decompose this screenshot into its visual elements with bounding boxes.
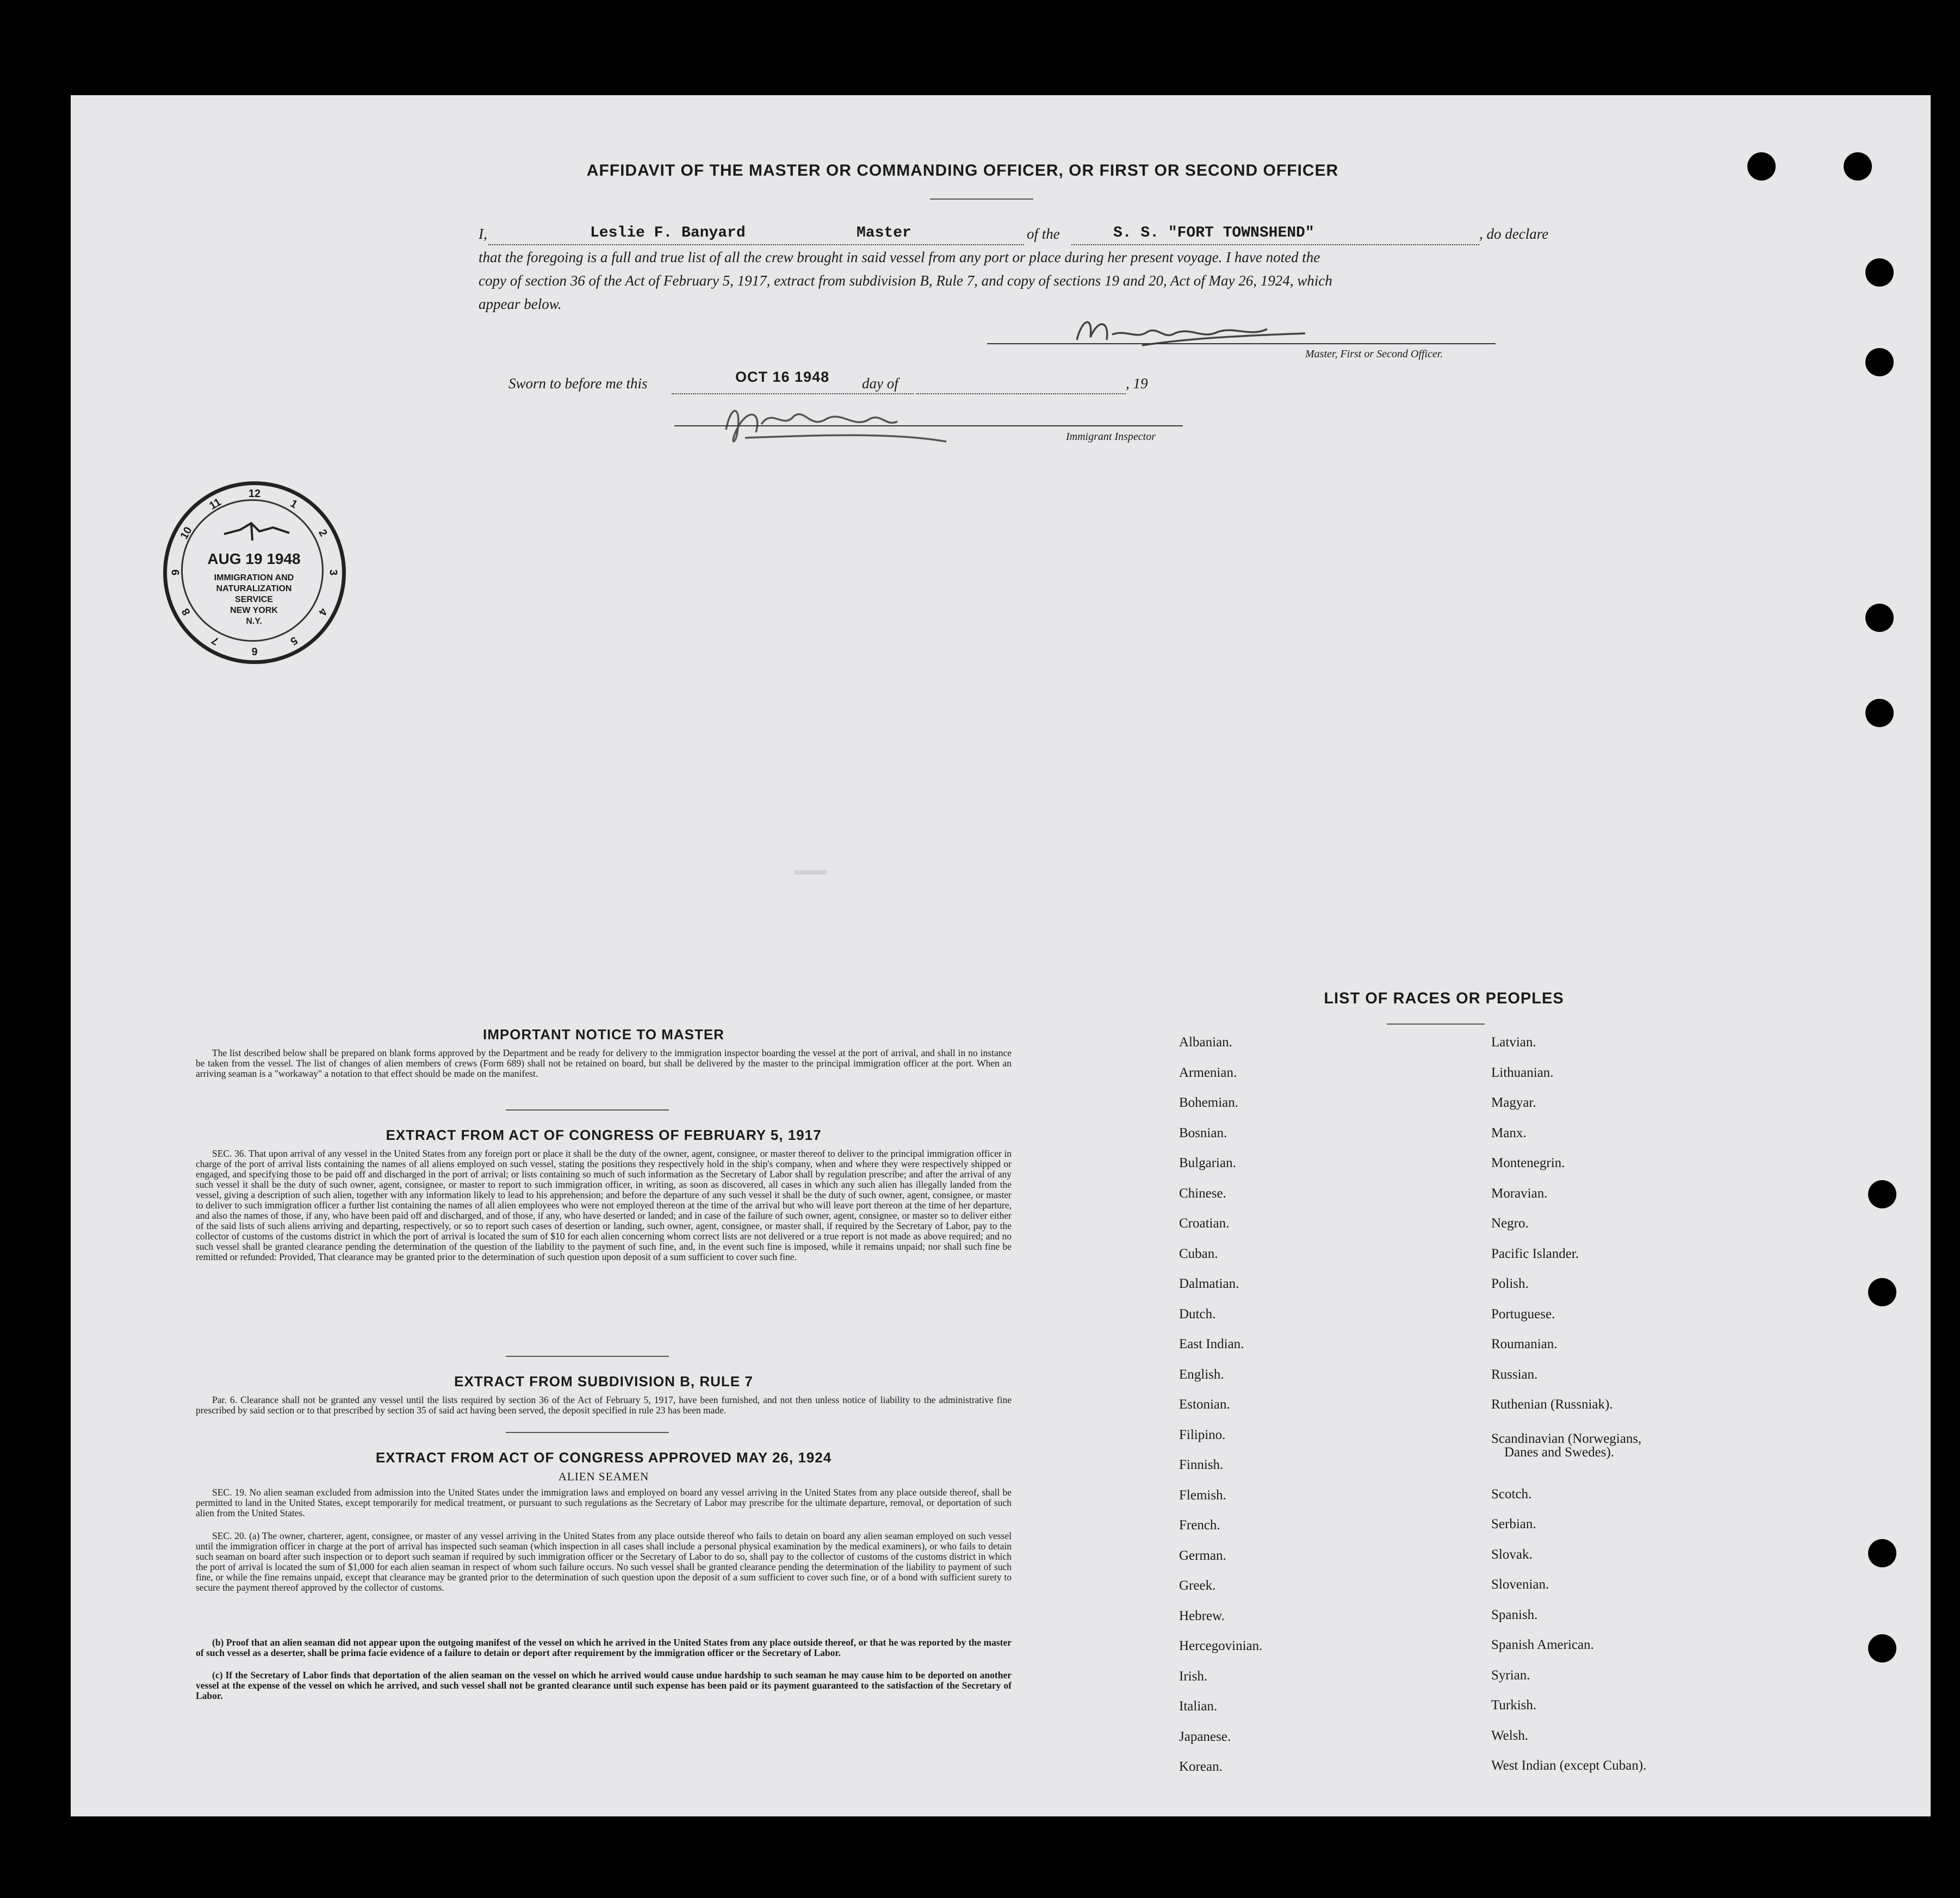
punch-hole — [1868, 1634, 1896, 1663]
punch-hole — [1865, 348, 1894, 376]
punch-hole — [1868, 1278, 1896, 1306]
rule7-text: Par. 6. Clearance shall not be granted any vessel until the lists required by section 36 of the Act of February 5, 1917, have been furnished, and not then unless notice of liability to the administrative fine prescribed by said section or to that prescribed by section 35 of said act having been served, the deposit specified in rule 23 has been made. — [196, 1394, 1012, 1416]
sworn-date-stamp: OCT 16 1948 — [735, 369, 830, 385]
stamp-emblem — [219, 518, 295, 545]
race-left-item: Dalmatian. — [1179, 1276, 1239, 1291]
race-right-item: Slovenian. — [1491, 1577, 1549, 1592]
race-right-item: Serbian. — [1491, 1517, 1536, 1531]
race-left-item: Bulgarian. — [1179, 1156, 1236, 1170]
race-right-item: Moravian. — [1491, 1186, 1548, 1201]
race-right-item: West Indian (except Cuban). — [1491, 1758, 1647, 1773]
stamp-text-5: N.Y. — [246, 617, 262, 626]
center-faint-mark — [794, 870, 827, 874]
race-right-item: Scandinavian (Norwegians, — [1491, 1431, 1642, 1446]
race-right-item: Manx. — [1491, 1125, 1527, 1140]
document-page — [71, 95, 1931, 1816]
punch-hole — [1865, 258, 1894, 287]
race-right-item: Portuguese. — [1491, 1306, 1555, 1322]
race-right-item: Welsh. — [1491, 1728, 1529, 1743]
race-right-item: Spanish. — [1491, 1607, 1538, 1622]
stamp-text-2: NATURALIZATION — [216, 584, 292, 593]
stamp-hour-label: 7 — [209, 634, 221, 647]
sec20c-text: (c) If the Secretary of Labor finds that deportation of the alien seaman on the vessel on which he arrived would cause undue hardship to such seaman he may cause him to be deported on another vessel at the expense of the vessel on which he arrived, and such vessel shall not be granted clearance until such expense has been paid or its payment guaranteed to the satisfaction of the Secretary of Labor. — [196, 1670, 1012, 1701]
stamp-hour-label: 8 — [179, 606, 194, 618]
stamp-hour-label: 4 — [315, 606, 330, 618]
stamp-date: AUG 19 1948 — [207, 550, 301, 567]
race-right-item: Ruthenian (Russniak). — [1491, 1397, 1613, 1412]
race-left-item: English. — [1179, 1367, 1224, 1382]
master-position: Master — [857, 225, 911, 241]
race-left-item: Flemish. — [1179, 1487, 1226, 1503]
race-right-item: Scotch. — [1491, 1486, 1532, 1502]
sec20a-text: SEC. 20. (a) The owner, charterer, agent, consignee, or master of any vessel arriving in the United States from any place outside thereof who fails to detain on board any alien seaman employed on such vessel until the immigration officer in charge at the port of arrival has inspected such seaman (which inspection in all cases shall include a personal physical examination by the medical examiners), or who fails to detain such seaman on board after such inspection or to deport such seaman if required by such immigration officer or the Secretary of Labor to do so, shall pay to the collector of customs of the customs district in which the port of arrival is located the sum of $1,000 for each alien seaman in respect of whom such failure occurs. No such vessel shall be granted clearance pending the determination of the liability to payment of such fine, or while the fine remains unpaid, except that clearance may be granted prior to the determination of such question upon the deposit of a sum sufficient to cover such fine, or of a bond with sufficient surety to secure the payment thereof approved by the collector of customs. — [196, 1530, 1012, 1593]
stamp-hour-label: 5 — [288, 634, 300, 647]
stamp-hour-label: 3 — [327, 569, 339, 576]
race-left-item: Estonian. — [1179, 1397, 1230, 1412]
master-name: Leslie F. Banyard — [590, 225, 746, 241]
races-title: LIST OF RACES OR PEOPLES — [1324, 990, 1564, 1007]
race-left-item: Hebrew. — [1179, 1608, 1225, 1623]
race-right-item: Danes and Swedes). — [1504, 1445, 1615, 1460]
race-left-item: Filipino. — [1179, 1427, 1226, 1442]
race-right-item: Pacific Islander. — [1491, 1246, 1579, 1261]
extract-1924-title: EXTRACT FROM ACT OF CONGRESS APPROVED MAY 26, 1924 — [375, 1449, 832, 1466]
stamp-hour-label: 1 — [288, 498, 300, 511]
race-right-item: Russian. — [1491, 1367, 1538, 1382]
master-signature — [1060, 307, 1322, 356]
punch-hole — [1865, 699, 1894, 727]
inspector-signature — [712, 392, 1017, 451]
race-right-item: Montenegrin. — [1491, 1156, 1565, 1170]
vessel-blank — [1071, 244, 1479, 245]
vessel-name: S. S. "FORT TOWNSHEND" — [1113, 225, 1314, 241]
race-left-item: Italian. — [1179, 1699, 1218, 1714]
stamp-hour-label: 2 — [315, 527, 330, 539]
notice-text: The list described below shall be prepared on blank forms approved by the Department and be ready for delivery to the immigration inspector boarding the vessel at the port of arrival, and shall in no instance be taken from the vessel. The list of changes of alien members of crews (Form 689) shall not be retained on board, but shall be delivered by the master to the principal immigration officer at the port. When an arriving seaman is a "workaway" a notation to that effect should be made on the manifest. — [196, 1047, 1012, 1079]
race-left-item: Albanian. — [1179, 1035, 1232, 1050]
do-declare-label: , do declare — [1479, 226, 1549, 242]
races-divider — [1387, 1024, 1485, 1025]
stamp-hour-label: 9 — [170, 569, 182, 576]
extract-1917-text: SEC. 36. That upon arrival of any vessel in the United States from any foreign port or place it shall be the duty of the owner, agent, consignee, or master thereof to deliver to the principal immigration officer in charge of the port of arrival lists containing the names of all aliens employed on such vessel, stating the positions they respectively hold in the ship's company, when and where they were respectively shipped or engaged, and specifying those to be paid off and discharged in the port of arrival; or lists containing so much of such information as the Secretary of Labor shall by regulation prescribe; and after the arrival of any such vessel it shall be the duty of such owner, agent, consignee, or master to report to such immigration officer, in writing, as soon as discovered, all cases in which any such alien has illegally landed from the vessel, giving a description of such alien, together with any information likely to lead to his apprehension; and before the departure of any such vessel it shall be the duty of such owner, agent, consignee, or master to deliver to such immigration officer a further list containing the names of all alien employees who were not employed thereon at the time of the arrival but who will leave port thereon at the time of her departure, and also the names of those, if any, who have been paid off and discharged, and of those, if any, who have deserted or landed; and in case of the failure of such owner, agent, consignee, or master so to deliver either of the said lists of such aliens arriving and departing, respectively, or so to report such cases of desertion or landing, such owner, agent, consignee, or master shall, if required by the Secretary of Labor, pay to the collector of customs of the customs district in which the port of arrival is located the sum of $10 for each alien concerning whom correct lists are not delivered or a true report is not made as above required; and no such vessel shall be granted clearance pending the determination of the question of the liability to the payment of such fine, and, in the event such fine is imposed, while it remains unpaid; nor shall such fine be remitted or refunded: Provided, That clearance may be granted prior to the determination of such question upon deposit of a sum sufficient to cover such fine. — [196, 1148, 1012, 1262]
race-right-item: Syrian. — [1491, 1667, 1530, 1683]
stamp-hour-label: 10 — [178, 525, 195, 542]
race-left-item: Korean. — [1179, 1759, 1223, 1774]
race-left-item: Hercegovinian. — [1179, 1639, 1263, 1653]
title-divider — [930, 199, 1033, 200]
race-left-item: Greek. — [1179, 1578, 1216, 1593]
extract-1924-subtitle: ALIEN SEAMEN — [558, 1470, 649, 1483]
punch-hole — [1868, 1180, 1896, 1208]
race-right-item: Negro. — [1491, 1216, 1529, 1231]
stamp-text-1: IMMIGRATION AND — [214, 573, 294, 582]
race-left-item: Bohemian. — [1179, 1095, 1239, 1110]
stamp-text-3: SERVICE — [235, 595, 273, 604]
race-right-item: Spanish American. — [1491, 1638, 1594, 1652]
race-left-item: Japanese. — [1179, 1729, 1231, 1744]
race-left-item: French. — [1179, 1518, 1220, 1533]
stamp-hour-label: 11 — [207, 496, 224, 513]
race-left-item: Chinese. — [1179, 1186, 1226, 1201]
punch-hole — [1844, 152, 1872, 181]
stamp-text-4: NEW YORK — [230, 606, 278, 615]
punch-hole — [1865, 604, 1894, 632]
affidavit-body-line3: appear below. — [479, 296, 562, 312]
i-label: I, — [479, 226, 487, 242]
stamp-hour-label: 12 — [248, 488, 261, 500]
inspector-caption: Immigrant Inspector — [1066, 431, 1156, 443]
race-left-item: Dutch. — [1179, 1306, 1216, 1322]
sec19-text: SEC. 19. No alien seaman excluded from admission into the United States under the immigration laws and employed on board any vessel arriving in the United States from any place outside thereof, shall be permitted to land in the United States, except temporarily for medical treatment, or pursuant to such regulations as the Secretary of Labor may prescribe for the ultimate departure, removal, or deportation of such alien from the United States. — [196, 1487, 1012, 1518]
affidavit-body-line2: copy of section 36 of the Act of February 5, 1917, extract from subdivision B, Rule 7, and copy of sections 19 and 20, Act of May 26, 1924, which — [479, 272, 1332, 289]
race-left-item: German. — [1179, 1548, 1226, 1563]
race-left-item: Croatian. — [1179, 1216, 1230, 1231]
race-right-item: Magyar. — [1491, 1095, 1536, 1110]
of-the-label: of the — [1027, 226, 1060, 242]
extract-1917-divider — [506, 1356, 669, 1357]
name-blank — [488, 244, 1024, 245]
rule7-title: EXTRACT FROM SUBDIVISION B, RULE 7 — [454, 1373, 753, 1390]
race-left-item: Irish. — [1179, 1668, 1208, 1684]
race-left-item: Cuban. — [1179, 1246, 1218, 1261]
sec20b-text: (b) Proof that an alien seaman did not appear upon the outgoing manifest of the vessel on which he arrived in the United States from any place outside thereof, or that he was reported by the master of such vessel as a deserter, shall be prima facie evidence of a failure to detain or deport after requirement by the immigration officer or the Secretary of Labor. — [196, 1637, 1012, 1658]
inspector-signature-line — [674, 425, 1183, 426]
master-caption: Master, First or Second Officer. — [1305, 348, 1443, 360]
master-signature-line — [987, 343, 1496, 344]
punch-hole — [1747, 152, 1776, 181]
race-right-item: Roumanian. — [1491, 1337, 1558, 1351]
race-left-item: Bosnian. — [1179, 1125, 1227, 1140]
race-right-item: Polish. — [1491, 1276, 1529, 1291]
extract-1917-title: EXTRACT FROM ACT OF CONGRESS OF FEBRUARY 5, 1917 — [386, 1127, 822, 1143]
race-left-item: Finnish. — [1179, 1457, 1224, 1472]
stamp-hour-label: 6 — [251, 645, 258, 657]
day-of-label: day of — [862, 375, 898, 392]
race-right-item: Slovak. — [1491, 1547, 1533, 1562]
year-prefix: , 19 — [1126, 375, 1148, 392]
race-left-item: East Indian. — [1179, 1337, 1244, 1351]
race-right-item: Latvian. — [1491, 1035, 1536, 1050]
race-right-item: Lithuanian. — [1491, 1065, 1554, 1080]
rule7-divider — [506, 1432, 669, 1433]
notice-title: IMPORTANT NOTICE TO MASTER — [483, 1026, 724, 1043]
notice-divider — [506, 1109, 669, 1111]
punch-hole — [1868, 1539, 1896, 1567]
race-right-item: Turkish. — [1491, 1698, 1537, 1713]
affidavit-body-line1: that the foregoing is a full and true list of all the crew brought in said vessel from any port or place during her present voyage. I have noted the — [479, 249, 1320, 265]
immigration-date-stamp — [163, 481, 346, 664]
affidavit-title: AFFIDAVIT OF THE MASTER OR COMMANDING OFFICER, OR FIRST OR SECOND OFFICER — [586, 162, 1339, 179]
sworn-label: Sworn to before me this — [508, 375, 648, 392]
race-left-item: Armenian. — [1179, 1065, 1237, 1080]
